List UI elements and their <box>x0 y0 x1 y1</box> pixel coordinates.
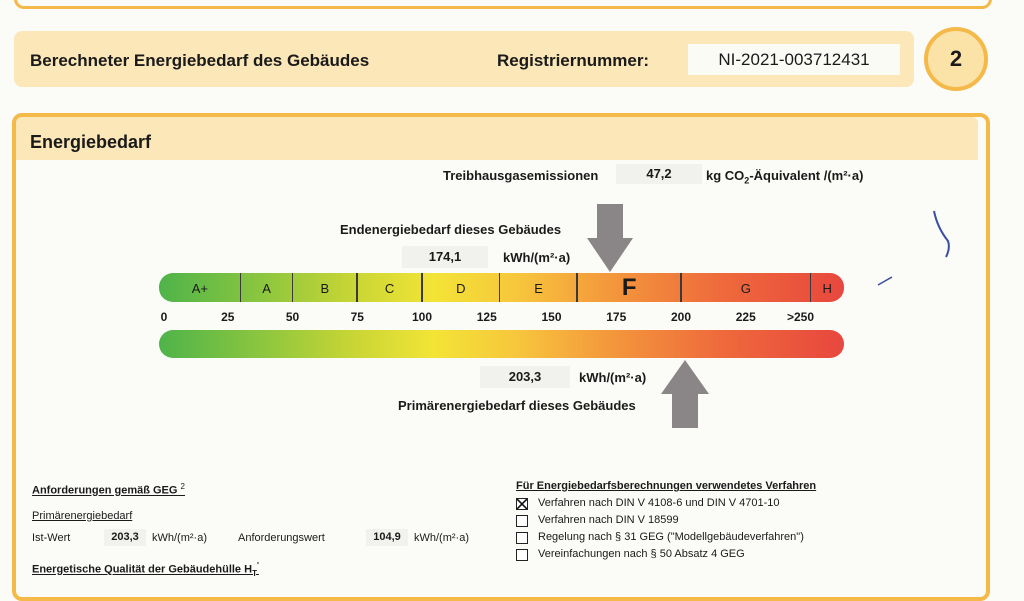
required-value: 104,9 <box>366 529 408 546</box>
scale-tick-label: 200 <box>670 310 692 324</box>
end-energy-value: 174,1 <box>402 246 488 268</box>
scale-class-h: H <box>822 281 832 296</box>
scale-tick-label: 0 <box>160 310 168 324</box>
scale-class-b: B <box>320 281 330 296</box>
primary-energy-arrow-icon <box>659 358 711 430</box>
scale-class-e: E <box>534 281 543 296</box>
method-label: Regelung nach § 31 GEG ("Modellgebäudeverfahren") <box>538 531 804 543</box>
primary-energy-value: 203,3 <box>480 366 570 388</box>
primary-energy-subheading: Primärenergiebedarf <box>32 510 133 522</box>
method-label: Vereinfachungen nach § 50 Absatz 4 GEG <box>538 548 745 560</box>
required-value-unit: kWh/(m²·a) <box>414 532 469 544</box>
required-value-label: Anforderungswert <box>238 532 325 544</box>
emissions-unit: kg $CO_2$-Äquivalent /(m²·a) <box>706 168 864 186</box>
scale-class-f: F <box>621 274 637 301</box>
scale-tick-label: 150 <box>541 310 562 324</box>
registration-number: NI-2021-003712431 <box>688 44 900 75</box>
actual-value-unit: kWh/(m²·a) <box>152 532 207 544</box>
checkbox[interactable] <box>516 549 528 561</box>
scale-class-d: D <box>456 281 466 296</box>
previous-section-border <box>14 0 992 9</box>
actual-value: 203,3 <box>104 529 146 546</box>
end-energy-unit: kWh/(m²·a) <box>503 250 571 265</box>
checkbox[interactable] <box>516 515 528 527</box>
section-title: Energiebedarf <box>30 132 152 152</box>
emissions-value: 47,2 <box>616 164 702 184</box>
method-label: Verfahren nach DIN V 4108-6 und DIN V 4701-10 <box>538 497 780 509</box>
emissions-label: Treibhausgasemissionen <box>443 168 599 183</box>
end-energy-arrow-icon <box>585 202 635 274</box>
checkbox[interactable] <box>516 532 528 544</box>
actual-value-label: Ist-Wert <box>32 532 71 544</box>
end-energy-label: Endenergiebedarf dieses Gebäudes <box>340 222 562 237</box>
scale-class-a-plus: A+ <box>191 281 208 296</box>
methods-heading: Für Energiebedarfsberechnungen verwendetes Verfahren <box>516 480 817 492</box>
scale-tick-label: 125 <box>476 310 497 324</box>
envelope-quality-heading: Energetische Qualität der Gebäudehülle $H_T'$ <box>32 561 259 578</box>
scale-class-a: A <box>262 281 271 296</box>
requirements-heading: Anforderungen gemäß GEG $^2$ <box>32 482 185 497</box>
scale-tick-label: >250 <box>786 310 815 324</box>
primary-energy-label: Primärenergiebedarf dieses Gebäudes <box>398 398 636 413</box>
section-header <box>16 117 978 160</box>
method-label: Verfahren nach DIN V 18599 <box>538 514 679 526</box>
page-title: Berechneter Energiebedarf des Gebäudes <box>30 51 370 70</box>
scale-tick-label: 175 <box>606 310 627 324</box>
energy-gradient-bar <box>159 330 844 358</box>
scale-tick-label: 100 <box>411 310 433 324</box>
pen-mark-icon <box>870 205 960 295</box>
registration-label: Registriernummer: <box>497 51 650 70</box>
checkbox-checked[interactable] <box>516 498 528 510</box>
scale-class-c: C <box>384 281 395 296</box>
page-number-badge: 2 <box>924 27 988 91</box>
scale-tick-label: 25 <box>221 310 235 324</box>
scale-tick-label: 50 <box>285 310 300 324</box>
scale-tick-label: 75 <box>350 310 364 324</box>
scale-class-g: G <box>740 281 751 296</box>
primary-energy-unit: kWh/(m²·a) <box>579 370 647 385</box>
scale-tick-label: 225 <box>735 310 756 324</box>
